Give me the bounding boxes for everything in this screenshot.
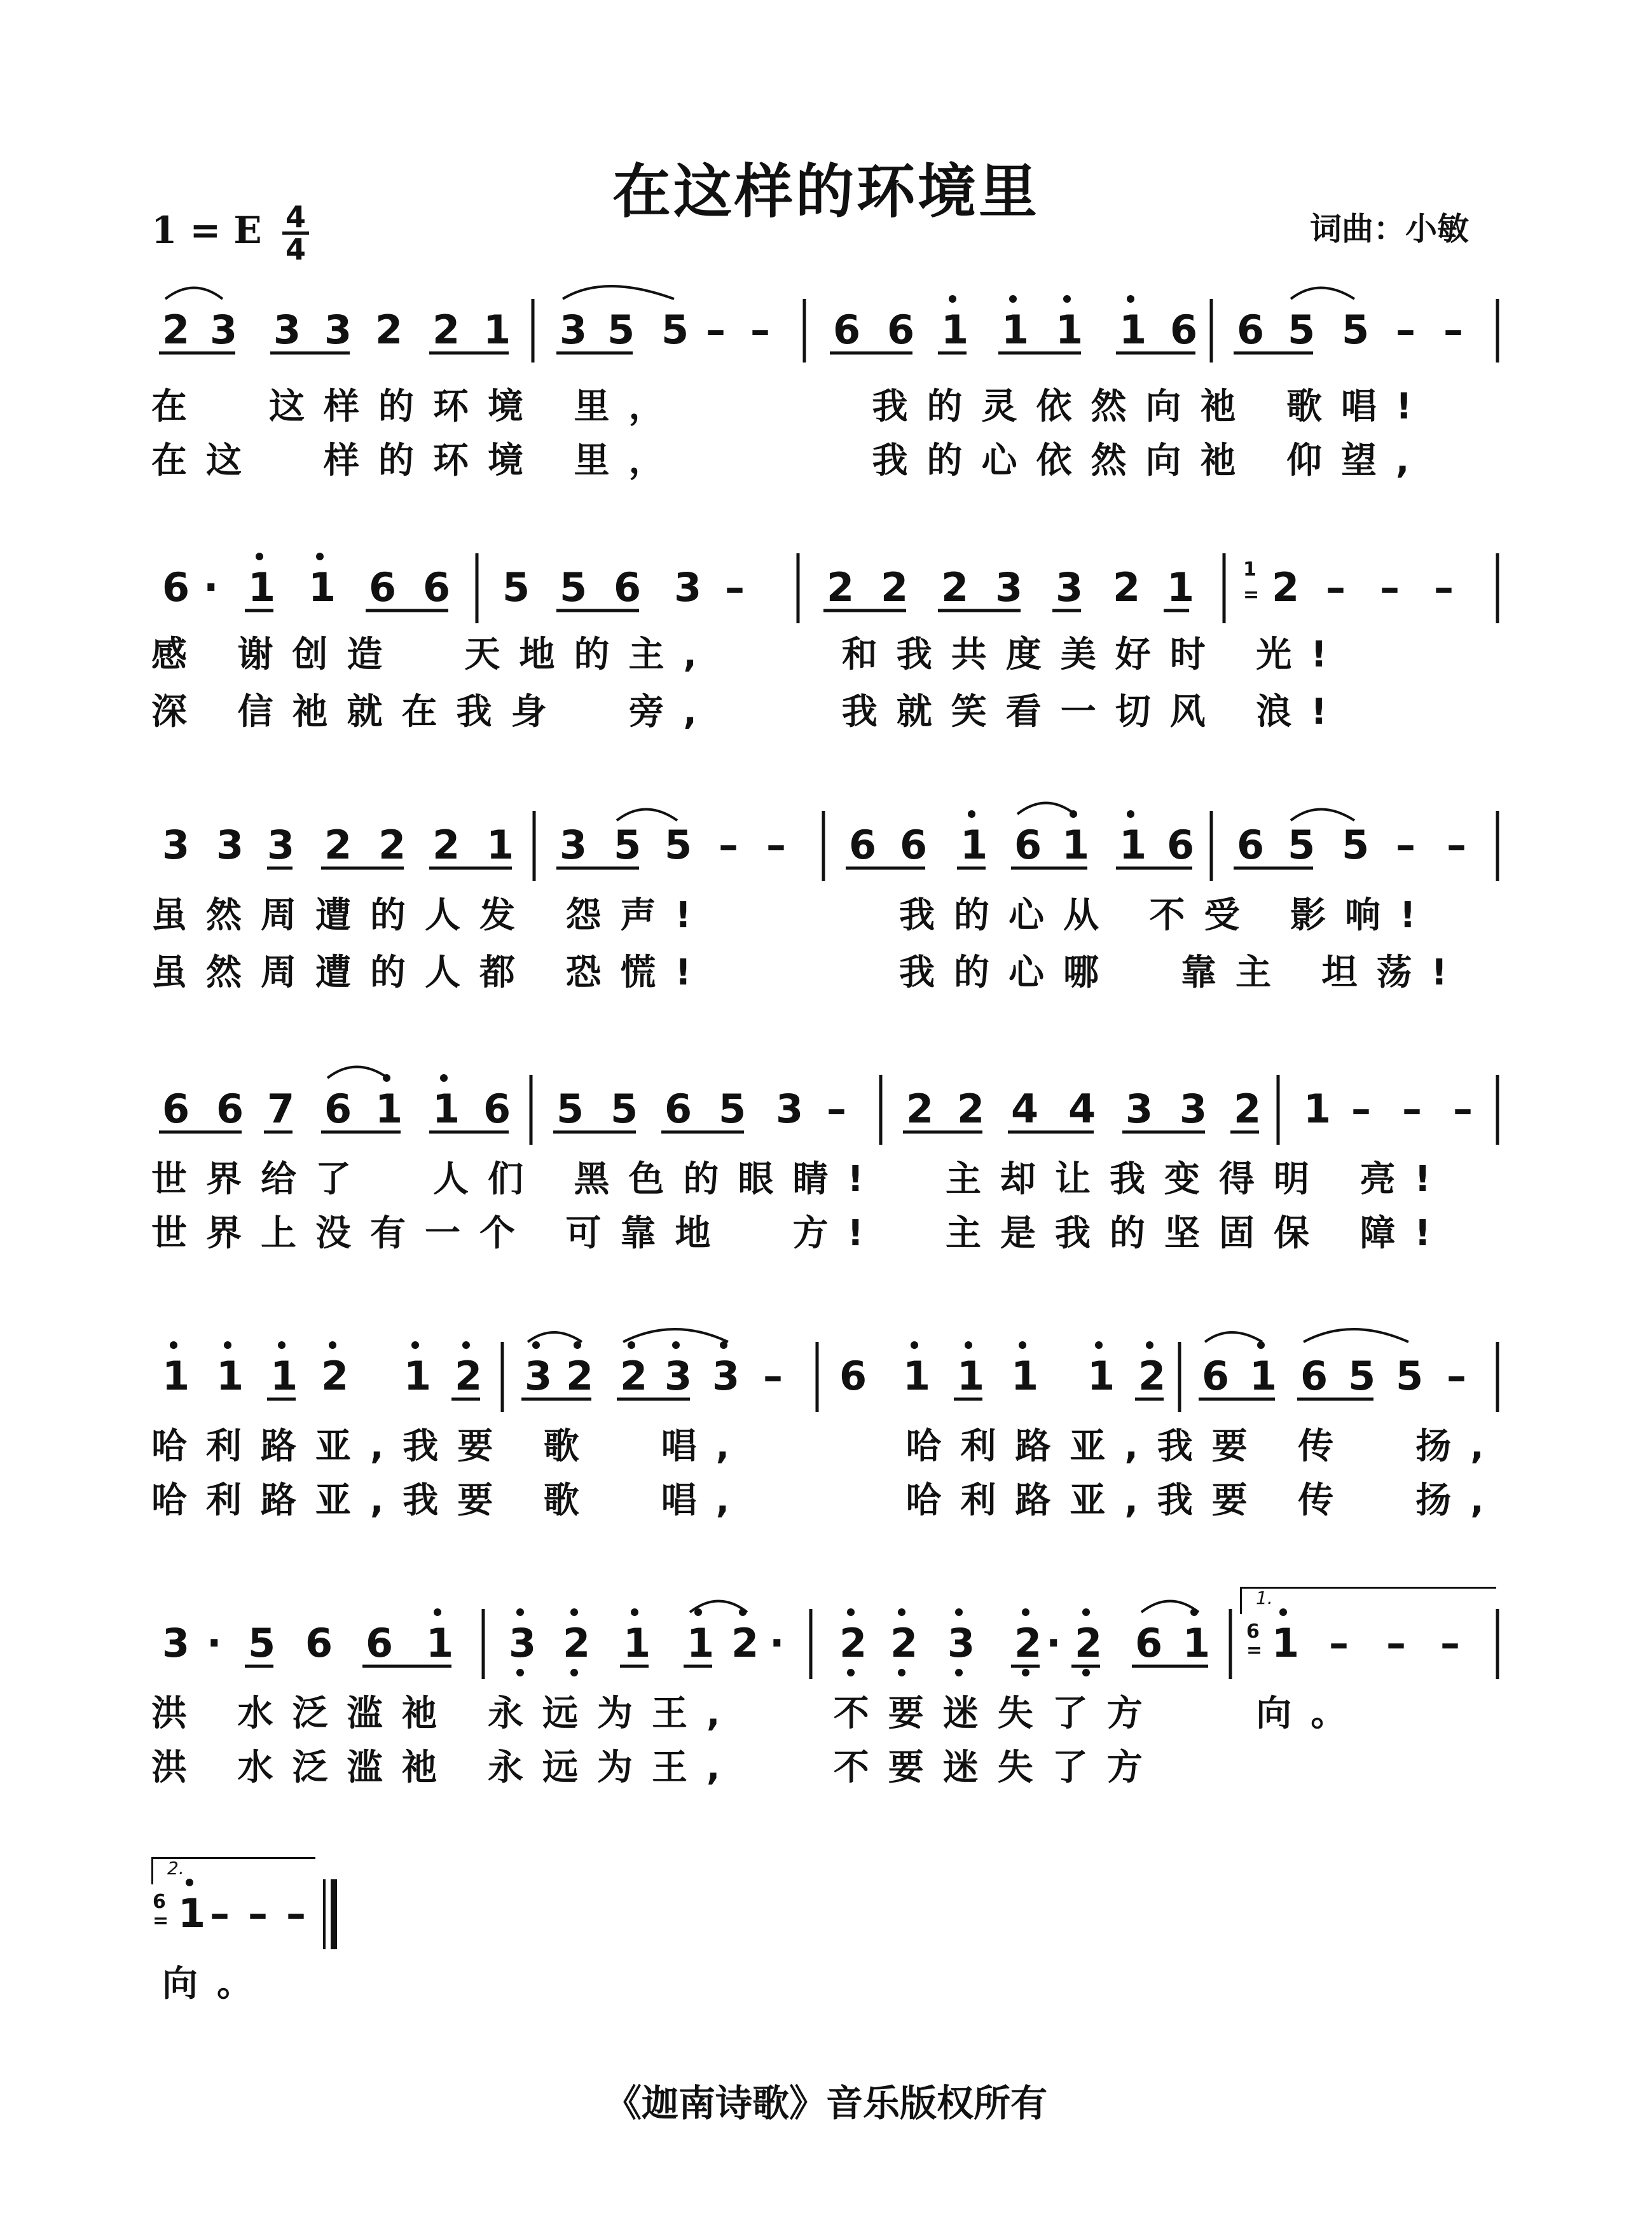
svg-text:5: 5 [502,564,530,611]
svg-text:3: 3 [210,307,238,353]
svg-text:6: 6 [162,564,190,611]
lyric-line-1-verse-2: 在这 样的环境 里， 我的心依然向祂 仰望, [151,440,1429,481]
svg-text:5: 5 [1396,1353,1424,1399]
svg-text:2: 2 [566,1353,594,1399]
svg-text:–: – [1329,1620,1349,1666]
notation-line-6 [0,1603,1652,1685]
svg-text:·: · [769,1620,785,1666]
svg-text:–: – [1396,822,1415,868]
svg-text:6: 6 [887,307,915,353]
svg-text:=: = [1246,1640,1263,1662]
lyric-line-6-verse-2: 洪 水泛滥祂 永远为王, 不要迷失了方 [151,1747,1162,1788]
svg-text:1: 1 [162,1353,190,1399]
svg-text:6: 6 [423,564,451,611]
svg-text:–: – [1447,822,1466,868]
svg-text:2: 2 [731,1620,759,1666]
svg-text:2: 2 [941,564,969,611]
svg-text:1: 1 [941,307,969,353]
svg-text:1: 1 [178,1890,206,1937]
svg-text:1: 1 [903,1353,931,1399]
svg-text:2: 2 [827,564,855,611]
svg-text:2: 2 [162,307,190,353]
svg-text:3: 3 [560,307,588,353]
svg-text:5: 5 [610,1086,638,1132]
svg-text:6: 6 [369,564,397,611]
score-line-5 [0,1329,1652,1521]
svg-text:2: 2 [1075,1620,1103,1666]
svg-text:5: 5 [1342,822,1370,868]
first-ending-label: 1. [1256,1587,1273,1608]
svg-text:6: 6 [1135,1620,1163,1666]
svg-text:2: 2 [1272,564,1300,611]
svg-text:–: – [719,822,738,868]
svg-text:–: – [1386,1620,1406,1666]
second-ending-label: 2. [167,1858,184,1879]
svg-text:3: 3 [1125,1086,1153,1132]
notation-line-4 [0,1068,1652,1151]
score-line-7 [0,1858,1652,2038]
svg-text:5: 5 [1342,307,1370,353]
svg-text:5: 5 [719,1086,747,1132]
lyric-line-2-verse-2: 深 信祂就在我身 旁, 我就笑看一切风 浪! [151,691,1346,733]
svg-text:–: – [750,307,770,353]
svg-text:6: 6 [833,307,861,353]
svg-text:1: 1 [1062,822,1090,868]
svg-text:–: – [1440,1620,1460,1666]
svg-text:7: 7 [267,1086,295,1132]
svg-text:2: 2 [563,1620,591,1666]
meter-bottom: 4 [285,232,306,266]
svg-text:1: 1 [1183,1620,1211,1666]
svg-text:=: = [153,1910,169,1932]
svg-text:6: 6 [664,1086,692,1132]
song-title: 在这样的环境里 [612,158,1040,226]
svg-text:6: 6 [305,1620,333,1666]
svg-text:3: 3 [216,822,244,868]
svg-text:2: 2 [890,1620,918,1666]
svg-text:2: 2 [839,1620,867,1666]
svg-text:3: 3 [1180,1086,1208,1132]
notation-line-3 [0,805,1652,887]
lyric-line-2-verse-1: 感 谢创造 天地的主, 和我共度美好时 光! [151,634,1346,675]
svg-text:1: 1 [486,822,514,868]
svg-text:1: 1 [1272,1620,1300,1666]
svg-text:1: 1 [1119,307,1147,353]
svg-text:–: – [1402,1086,1422,1132]
svg-text:3: 3 [712,1353,740,1399]
lyric-line-7-verse-1: 向。 [162,1963,272,2005]
svg-text:2: 2 [455,1353,483,1399]
lyric-line-4-verse-2: 世界上没有一个 可靠地 方! 主是我的坚固保 障! [151,1213,1450,1254]
notation-line-2 [0,541,1652,623]
svg-text:3: 3 [664,1353,692,1399]
meter-top: 4 [285,200,306,234]
svg-text:5: 5 [614,822,642,868]
svg-text:5: 5 [1288,822,1316,868]
svg-text:6: 6 [1167,822,1195,868]
svg-text:3: 3 [1056,564,1084,611]
svg-text:3: 3 [324,307,352,353]
svg-text:–: – [766,822,786,868]
svg-text:3: 3 [776,1086,804,1132]
svg-text:–: – [827,1086,846,1132]
svg-text:6: 6 [1170,307,1198,353]
svg-text:6: 6 [1300,1353,1328,1399]
svg-text:1: 1 [1249,1353,1277,1399]
svg-text:2: 2 [620,1353,648,1399]
svg-text:5: 5 [556,1086,584,1132]
svg-text:2: 2 [1014,1620,1042,1666]
svg-text:5: 5 [607,307,635,353]
svg-text:6: 6 [614,564,642,611]
svg-text:·: · [203,564,219,611]
lyric-line-1-verse-1: 在 这样的环境 里， 我的灵依然向祂 歌唱! [151,386,1431,427]
svg-text:3: 3 [995,564,1023,611]
svg-text:1: 1 [308,564,336,611]
svg-text:6: 6 [153,1891,166,1913]
notation-line-1 [0,273,1652,356]
svg-text:5: 5 [248,1620,276,1666]
svg-text:2: 2 [1234,1086,1262,1132]
svg-text:6: 6 [1237,822,1265,868]
score-line-4 [0,1068,1652,1254]
composer-credit: 词曲：小敏 [1310,211,1469,247]
svg-text:–: – [1453,1086,1473,1132]
lyric-line-5-verse-1: 哈利路亚,我要 歌 唱, 哈利路亚,我要 传 扬, [151,1426,1503,1467]
svg-text:–: – [1396,307,1415,353]
svg-text:1: 1 [1056,307,1084,353]
svg-text:5: 5 [1288,307,1316,353]
svg-text:1: 1 [957,1353,985,1399]
svg-text:1: 1 [960,822,988,868]
lyric-line-4-verse-1: 世界给了 人们 黑色的眼睛! 主却让我变得明 亮! [151,1159,1450,1200]
score-line-3 [0,805,1652,993]
copyright-footer: 《迦南诗歌》音乐版权所有 [604,2082,1047,2125]
notation-line-7 [0,1873,1652,1956]
svg-text:5: 5 [560,564,588,611]
svg-text:1: 1 [404,1353,432,1399]
svg-text:2: 2 [432,307,460,353]
svg-text:1: 1 [1087,1353,1115,1399]
svg-text:–: – [1443,307,1463,353]
svg-text:2: 2 [1138,1353,1166,1399]
svg-text:6: 6 [324,1086,352,1132]
key-signature: 1 = E [151,209,262,252]
svg-text:2: 2 [378,822,406,868]
svg-text:6: 6 [216,1086,244,1132]
svg-text:2: 2 [1113,564,1141,611]
svg-text:–: – [248,1890,268,1937]
svg-text:3: 3 [525,1353,553,1399]
svg-text:1: 1 [483,307,511,353]
svg-text:6: 6 [849,822,877,868]
svg-text:3: 3 [162,1620,190,1666]
svg-text:1: 1 [1119,822,1147,868]
lyric-line-3-verse-2: 虽然周遭的人都 恐慌! 我的心哪 靠主 坦荡! [151,952,1467,993]
svg-text:1: 1 [426,1620,454,1666]
score-line-1 [0,273,1652,481]
svg-text:6: 6 [1246,1620,1260,1643]
svg-text:1: 1 [248,564,276,611]
svg-text:–: – [763,1353,783,1399]
svg-text:–: – [725,564,745,611]
svg-text:–: – [1326,564,1346,611]
svg-text:4: 4 [1011,1086,1039,1132]
svg-text:–: – [1380,564,1400,611]
lyric-line-3-verse-1: 虽然周遭的人发 怨声! 我的心从 不受 影响! [151,895,1435,936]
svg-text:3: 3 [267,822,295,868]
svg-text:–: – [706,307,726,353]
svg-text:3: 3 [509,1620,537,1666]
svg-text:1: 1 [1304,1086,1332,1132]
svg-text:1: 1 [432,1086,460,1132]
svg-text:2: 2 [321,1353,349,1399]
svg-text:–: – [1351,1086,1371,1132]
score-line-6 [0,1587,1652,1788]
svg-text:1: 1 [1011,1353,1039,1399]
svg-text:–: – [1447,1353,1466,1399]
notation-line-5 [0,1329,1652,1412]
svg-text:·: · [1046,1620,1061,1666]
lyric-line-6-verse-1: 洪 水泛滥祂 永远为王, 不要迷失了方 向。 [151,1693,1366,1734]
svg-text:5: 5 [664,822,692,868]
svg-text:1: 1 [270,1353,298,1399]
svg-text:–: – [210,1890,230,1937]
svg-text:6: 6 [900,822,928,868]
svg-text:3: 3 [947,1620,975,1666]
svg-text:6: 6 [1014,822,1042,868]
svg-text:5: 5 [1348,1353,1376,1399]
svg-text:6: 6 [483,1086,511,1132]
svg-text:6: 6 [366,1620,394,1666]
svg-text:1: 1 [1167,564,1195,611]
svg-text:–: – [1434,564,1454,611]
svg-text:2: 2 [906,1086,934,1132]
svg-text:2: 2 [324,822,352,868]
svg-text:2: 2 [432,822,460,868]
svg-text:1: 1 [1243,558,1256,581]
svg-text:2: 2 [375,307,403,353]
svg-text:3: 3 [162,822,190,868]
svg-text:–: – [286,1890,306,1937]
svg-text:6: 6 [839,1353,867,1399]
svg-text:4: 4 [1068,1086,1096,1132]
svg-text:1: 1 [687,1620,715,1666]
svg-text:1: 1 [216,1353,244,1399]
svg-text:3: 3 [674,564,702,611]
svg-text:5: 5 [661,307,689,353]
score-line-2 [0,541,1652,733]
svg-text:1: 1 [375,1086,403,1132]
lyric-line-5-verse-2: 哈利路亚,我要 歌 唱, 哈利路亚,我要 传 扬, [151,1480,1503,1521]
svg-text:1: 1 [1002,307,1029,353]
svg-text:6: 6 [1202,1353,1230,1399]
svg-text:1: 1 [623,1620,651,1666]
svg-text:2: 2 [957,1086,985,1132]
svg-text:3: 3 [273,307,301,353]
svg-text:6: 6 [1237,307,1265,353]
svg-text:=: = [1243,584,1260,606]
svg-text:3: 3 [560,822,588,868]
svg-text:6: 6 [162,1086,190,1132]
svg-text:·: · [207,1620,222,1666]
time-signature [280,202,312,264]
svg-text:2: 2 [881,564,909,611]
